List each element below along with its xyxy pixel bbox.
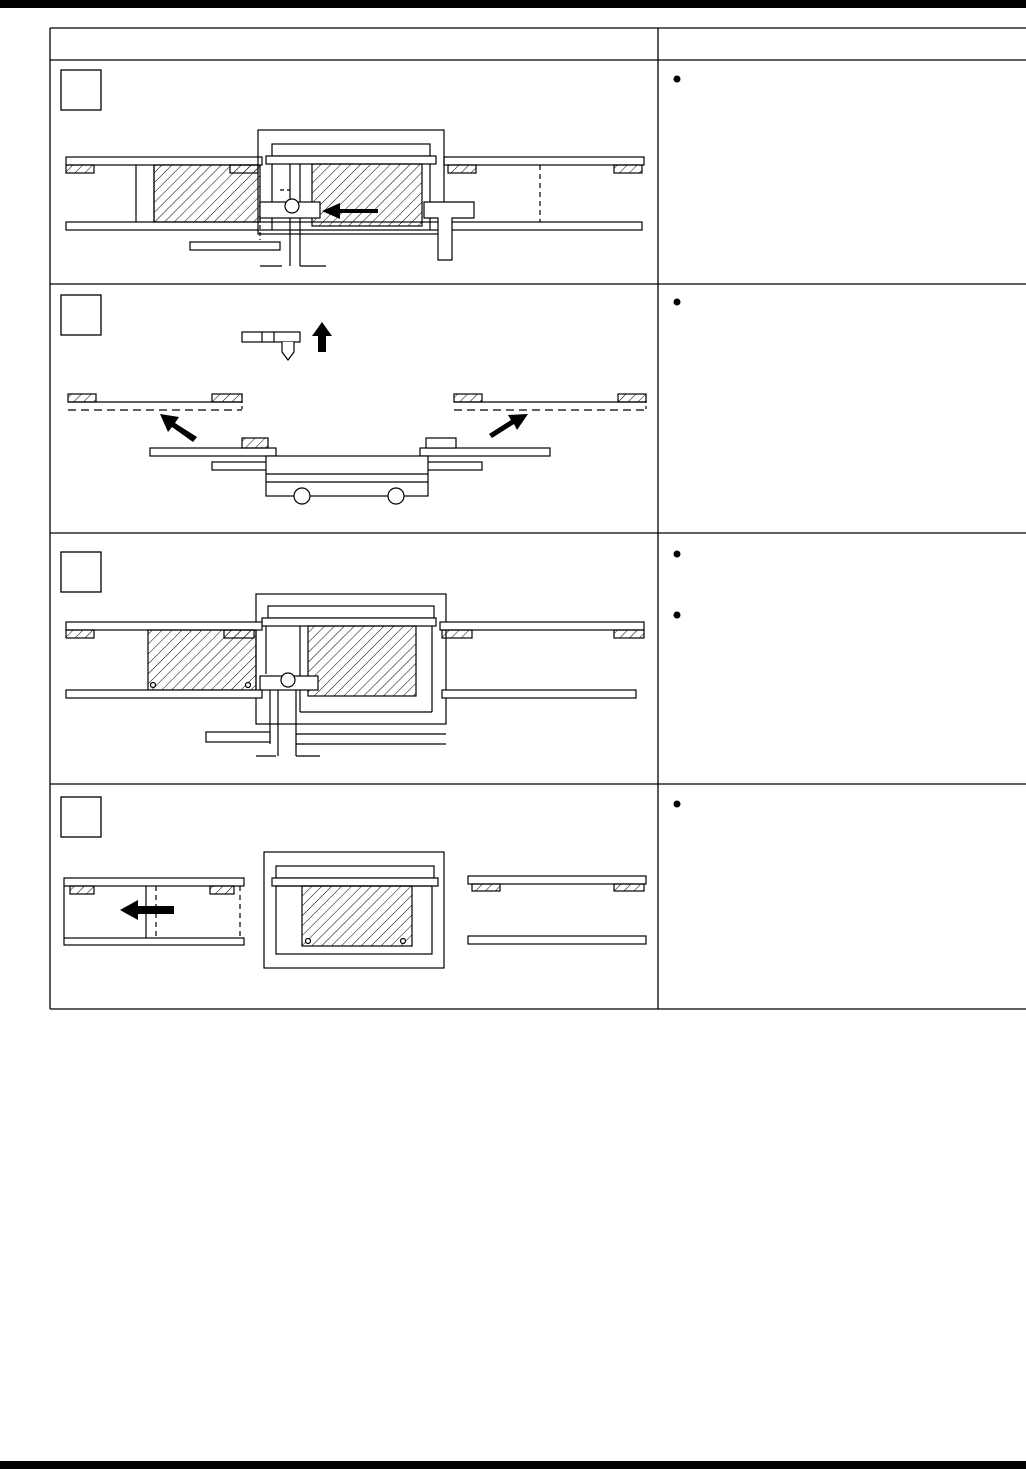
step-4-diagram: [64, 852, 646, 968]
bullet-icon: [674, 801, 681, 808]
bullet-icon: [674, 612, 681, 619]
step-1-notes: [674, 76, 681, 83]
step-number-box: [61, 295, 101, 335]
bullet-icon: [674, 76, 681, 83]
step-3-diagram: [66, 594, 644, 756]
step-2-row: [61, 295, 681, 504]
step-number-box: [61, 70, 101, 110]
bullet-icon: [674, 551, 681, 558]
step-3-row: [61, 551, 681, 757]
step-2-notes: [674, 299, 681, 306]
step-2-diagram: [68, 322, 646, 504]
step-3-notes: [674, 551, 681, 619]
step-number-box: [61, 797, 101, 837]
step-4-row: [61, 797, 681, 968]
step-number-box: [61, 552, 101, 592]
step-1-diagram: [66, 130, 644, 266]
bullet-icon: [674, 299, 681, 306]
step-1-row: [61, 70, 681, 266]
step-4-notes: [674, 801, 681, 808]
